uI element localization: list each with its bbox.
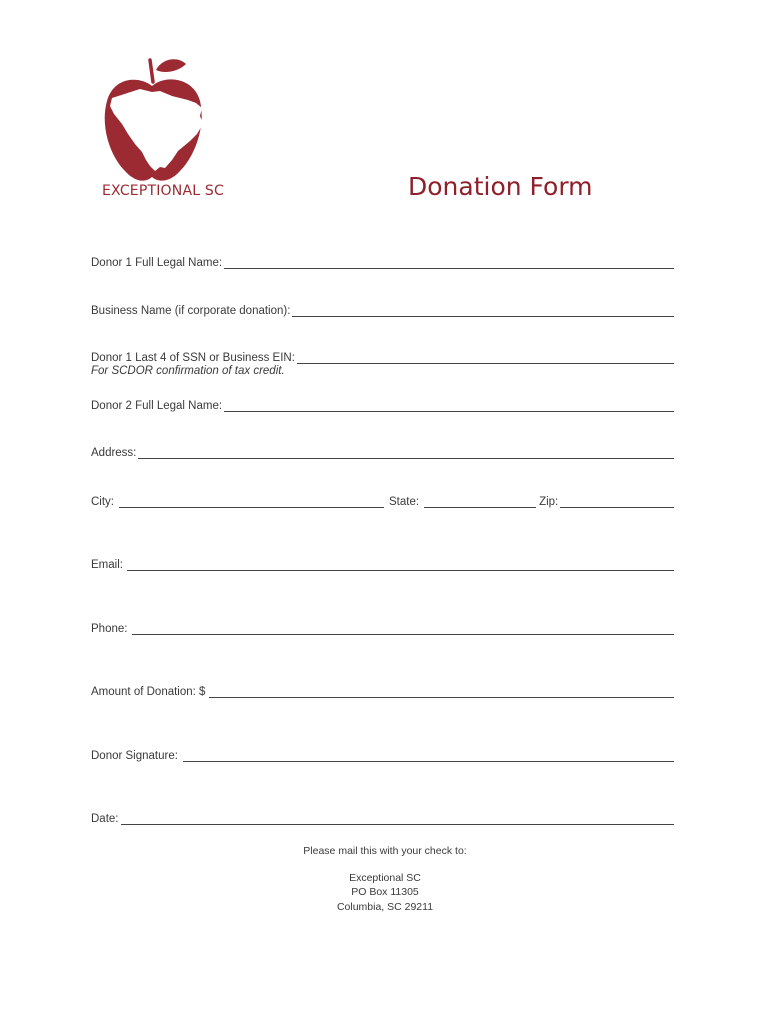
email-label: Email: (91, 559, 123, 571)
donor1-name-row (91, 253, 674, 269)
mailing-po-box: PO Box 11305 (351, 886, 419, 898)
ssn-note: For SCDOR confirmation of tax credit. (91, 365, 285, 377)
donor1-name-label: Donor 1 Full Legal Name: (91, 257, 223, 269)
donor2-name-row (91, 396, 674, 412)
amount-label: Amount of Donation: $ (91, 686, 206, 698)
signature-label: Donor Signature: (91, 750, 178, 762)
donor1-ssn-label: Donor 1 Last 4 of SSN or Business EIN: (91, 352, 295, 364)
email-field[interactable] (127, 557, 674, 571)
phone-row (91, 619, 674, 635)
date-label: Date: (91, 813, 119, 825)
page-title: Donation Form (408, 172, 593, 201)
business-name-label: Business Name (if corporate donation): (91, 305, 291, 317)
phone-label: Phone: (91, 623, 128, 635)
address-label: Address: (91, 447, 137, 459)
logo-wordmark: EXCEPTIONAL SC (102, 183, 224, 199)
zip-field[interactable] (560, 494, 674, 508)
address-field[interactable] (138, 445, 674, 459)
donor2-name-label: Donor 2 Full Legal Name: (91, 400, 223, 412)
city-field[interactable] (119, 494, 384, 508)
email-row (91, 555, 674, 571)
zip-label: Zip: (539, 496, 559, 508)
state-field[interactable] (424, 494, 536, 508)
date-field[interactable] (121, 811, 675, 825)
city-state-zip-row (91, 492, 674, 508)
business-name-row (91, 301, 674, 317)
address-row (91, 443, 674, 459)
amount-row (91, 682, 674, 698)
city-label: City: (91, 496, 114, 508)
phone-field[interactable] (132, 621, 674, 635)
date-row (91, 809, 674, 825)
apple-icon (100, 56, 215, 186)
amount-field[interactable] (209, 684, 674, 698)
mailing-instruction: Please mail this with your check to: (303, 845, 467, 857)
signature-row (91, 746, 674, 762)
signature-field[interactable] (183, 748, 674, 762)
donor1-name-field[interactable] (224, 255, 674, 269)
mailing-city-state-zip: Columbia, SC 29211 (336, 901, 434, 913)
donor1-ssn-field[interactable] (297, 350, 674, 364)
state-label: State: (389, 496, 420, 508)
donor2-name-field[interactable] (224, 398, 674, 412)
business-name-field[interactable] (292, 303, 674, 317)
mailing-name: Exceptional SC (349, 872, 421, 884)
donor1-ssn-row (91, 348, 674, 364)
